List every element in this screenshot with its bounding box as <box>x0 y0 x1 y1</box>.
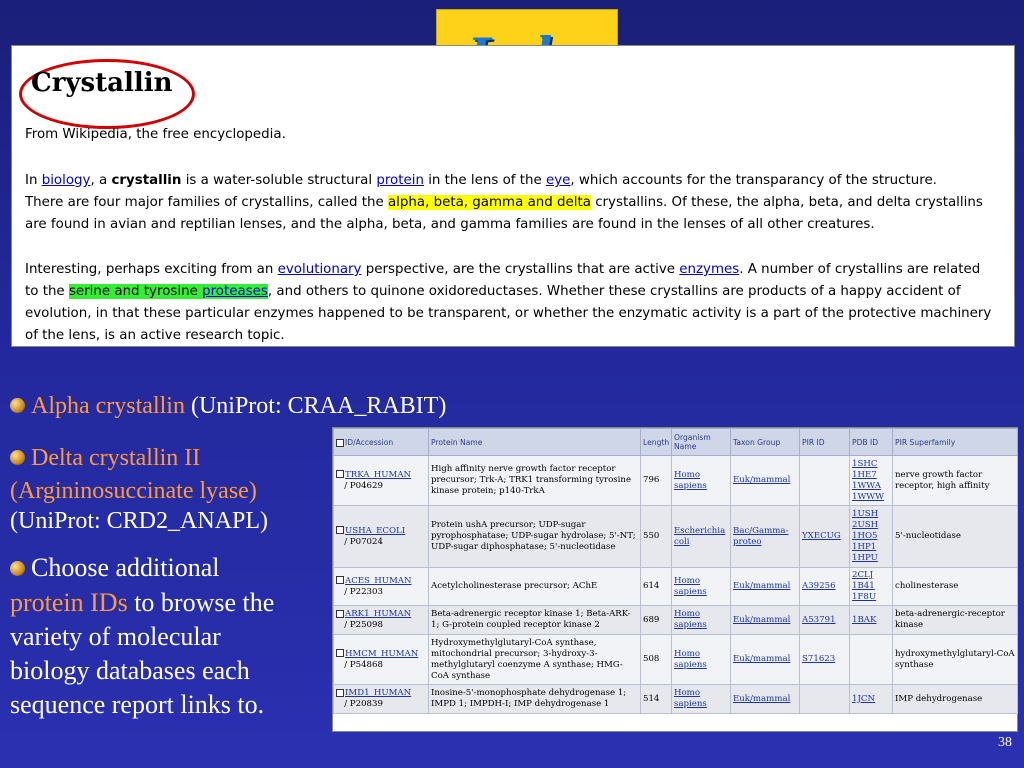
text: , and others to quinone oxidoreductases. Whether these crystallins are products of a happy accident of <box>267 284 961 299</box>
protein-name-cell: Hydroxymethylglutaryl-CoA synthase, mitochondrial precursor; 3-hydroxy-3-methylglutaryl coenzyme A synthase; HMG-CoA synthase <box>429 635 641 685</box>
pir-id-link[interactable]: YXECUG <box>802 531 841 541</box>
organism-link[interactable]: Escherichia coli <box>674 525 726 547</box>
pdb-link[interactable]: 1HPU <box>852 553 878 563</box>
length-cell: 689 <box>641 606 672 635</box>
pdb-id-cell <box>850 606 893 635</box>
pdb-link[interactable]: 1WWW <box>852 491 884 502</box>
highlight-families: alpha, beta, gamma and delta <box>387 195 591 210</box>
row-checkbox[interactable] <box>336 610 344 618</box>
protein-table-panel <box>332 427 1018 732</box>
slide-number: 38 <box>998 735 1012 750</box>
pdb-link[interactable]: 1B41 <box>852 581 875 591</box>
organism-link[interactable]: Homo sapiens <box>674 688 707 709</box>
pdb-link[interactable]: 1HO5 <box>852 531 878 541</box>
superfamily-cell: beta-adrenergic-receptor kinase <box>893 606 1018 635</box>
accession: / P22303 <box>344 586 383 597</box>
protein-name-cell: Inosine-5'-monophosphate dehydrogenase 1; IMPD 1; IMPDH-I; IMP dehydrogenase 1 <box>429 685 641 714</box>
id-cell <box>334 568 429 606</box>
superfamily-cell: nerve growth factor receptor, high affinity <box>893 456 1018 506</box>
header-id[interactable] <box>334 429 429 456</box>
text: to the <box>25 284 69 299</box>
header-pdb-id[interactable]: PDB ID <box>850 429 893 456</box>
delta-crystallin-name: Delta crystallin II <box>31 445 201 471</box>
organism-cell <box>672 685 731 714</box>
pdb-link[interactable]: 1F8U <box>852 592 877 602</box>
link-biology[interactable]: biology <box>41 173 91 188</box>
pdb-link[interactable]: 1HP1 <box>852 542 877 552</box>
select-all-checkbox[interactable] <box>336 439 344 447</box>
accession: / P04629 <box>344 480 383 491</box>
text: , which accounts for the transparancy of the structure. <box>570 173 937 188</box>
text: perspective, are the crystallins that are active <box>361 262 680 277</box>
organism-link[interactable]: Homo sapiens <box>674 575 707 597</box>
choose-ids-line-3: variety of molecular <box>10 622 221 651</box>
wikipedia-excerpt <box>11 45 1015 347</box>
link-eye[interactable]: eye <box>545 173 571 188</box>
paragraph-2-line-1 <box>25 260 980 280</box>
organism-cell <box>672 568 731 606</box>
text: serine and tyrosine <box>68 284 203 299</box>
row-checkbox[interactable] <box>336 470 344 478</box>
taxon-cell <box>731 635 800 685</box>
header-protein-name[interactable]: Protein Name <box>429 429 641 456</box>
table-row <box>334 568 1018 606</box>
pir-id-cell <box>800 685 850 714</box>
pir-id-link[interactable]: S71623 <box>802 654 836 664</box>
delta-crystallin-uniprot: (UniProt: CRD2_ANAPL) <box>10 508 269 534</box>
accession: / P20839 <box>344 699 383 709</box>
accession: / P54868 <box>344 659 383 670</box>
header-length[interactable]: Length <box>641 429 672 456</box>
link-protein[interactable]: protein <box>376 173 424 188</box>
term-crystallin: crystallin <box>111 173 182 188</box>
bullet-choose-ids <box>10 551 219 585</box>
organism-link[interactable]: Homo sapiens <box>674 609 707 630</box>
paragraph-2-line-3: evolution, in that these particular enzymes happened to be transparent, or whether the enzymatic activity is a part of the protective machinery <box>25 306 992 321</box>
pir-id-cell <box>800 506 850 568</box>
bullet-icon <box>10 450 25 465</box>
pdb-link[interactable]: 1HE7 <box>852 469 877 480</box>
protein-ids-term: protein IDs <box>10 588 128 617</box>
pdb-link[interactable]: 1JCN <box>852 693 876 704</box>
header-taxon[interactable]: Taxon Group <box>731 429 800 456</box>
row-checkbox[interactable] <box>336 526 344 534</box>
pir-id-cell <box>800 456 850 506</box>
row-checkbox[interactable] <box>336 689 344 697</box>
id-link[interactable]: HMCM_HUMAN <box>345 648 419 659</box>
link-enzymes[interactable]: enzymes <box>679 262 740 277</box>
taxon-link[interactable]: Euk/mammal <box>733 693 791 704</box>
pir-id-link[interactable]: A53791 <box>802 614 836 625</box>
length-cell: 796 <box>641 456 672 506</box>
accession: / P07024 <box>344 536 383 547</box>
delta-crystallin-alt-name: (Argininosuccinate lyase) <box>10 478 257 504</box>
bullet-icon <box>10 398 25 413</box>
pdb-id-cell <box>850 635 893 685</box>
pir-id-cell <box>800 635 850 685</box>
protein-name-cell: Acetylcholinesterase precursor; AChE <box>429 568 641 606</box>
pir-id-cell <box>800 568 850 606</box>
choose-ids-line-2 <box>10 586 274 620</box>
pir-id-link[interactable]: A39256 <box>802 581 836 591</box>
text: to browse the <box>127 588 275 617</box>
pdb-link[interactable]: 2CLJ <box>852 570 874 580</box>
table-row <box>334 635 1018 685</box>
accession: / P25098 <box>344 620 383 630</box>
superfamily-cell: cholinesterase <box>893 568 1018 606</box>
text: In <box>25 173 42 188</box>
id-cell <box>334 635 429 685</box>
paragraph-2-line-4: of the lens, is an active research topic. <box>25 328 285 343</box>
pdb-id-cell <box>850 568 893 606</box>
taxon-link[interactable]: Euk/mammal <box>733 654 791 664</box>
id-link[interactable]: USHA_ECOLI <box>345 525 406 536</box>
organism-cell <box>672 506 731 568</box>
organism-cell <box>672 635 731 685</box>
bullet-icon <box>10 561 25 576</box>
pdb-id-cell <box>850 506 893 568</box>
superfamily-cell: hydroxymethylglutaryl-CoA synthase <box>893 635 1018 685</box>
alpha-crystallin-name: Alpha crystallin <box>31 393 185 419</box>
id-link[interactable]: TRKA_HUMAN <box>345 469 412 480</box>
header-pir-superfamily[interactable]: PIR Superfamily <box>893 429 1018 456</box>
protein-name-cell: Beta-adrenergic receptor kinase 1; Beta-ARK-1; G-protein coupled receptor kinase 2 <box>429 606 641 635</box>
paragraph-1-line-3: are found in avian and reptilian lenses, and the alpha, beta, and gamma families are found in the lenses of all other creatures. <box>25 217 875 232</box>
taxon-cell <box>731 456 800 506</box>
pdb-id-cell <box>850 685 893 714</box>
pdb-link[interactable]: 1USH <box>852 509 879 519</box>
link-proteases[interactable]: proteases <box>202 284 268 299</box>
taxon-cell <box>731 568 800 606</box>
text: Interesting, perhaps exciting from an <box>25 262 278 277</box>
choose-ids-line-5: sequence report links to. <box>10 690 265 719</box>
paragraph-2-line-2 <box>25 282 961 302</box>
bullet-delta-crystallin <box>10 441 200 475</box>
taxon-cell <box>731 506 800 568</box>
organism-link[interactable]: Homo sapiens <box>674 469 707 491</box>
superfamily-cell: IMP dehydrogenase <box>893 685 1018 714</box>
pdb-link[interactable]: 2USH <box>852 520 879 530</box>
table-row <box>334 456 1018 506</box>
length-cell: 514 <box>641 685 672 714</box>
table-row <box>334 506 1018 568</box>
text: , a <box>90 173 112 188</box>
taxon-link[interactable]: Euk/mammal <box>733 614 791 625</box>
organism-cell <box>672 456 731 506</box>
article-heading: Crystallin <box>31 68 173 98</box>
protein-table <box>333 428 1018 714</box>
id-cell <box>334 606 429 635</box>
alpha-crystallin-uniprot: (UniProt: CRAA_RABIT) <box>184 393 447 419</box>
id-cell <box>334 685 429 714</box>
text: in the lens of the <box>423 173 546 188</box>
highlight-serine <box>69 284 268 299</box>
taxon-link[interactable]: Bac/Gamma-proteo <box>733 525 789 547</box>
text: is a water-soluble structural <box>181 173 377 188</box>
length-cell: 508 <box>641 635 672 685</box>
id-link[interactable]: ACES_HUMAN <box>345 575 412 586</box>
pdb-link[interactable]: 1BAK <box>852 614 877 625</box>
id-cell <box>334 456 429 506</box>
pdb-link[interactable]: 1WWA <box>852 480 881 491</box>
length-cell: 550 <box>641 506 672 568</box>
header-pir-id[interactable]: PIR ID <box>800 429 850 456</box>
id-link[interactable]: ARK1_HUMAN <box>345 609 412 619</box>
taxon-cell <box>731 685 800 714</box>
row-checkbox[interactable] <box>336 649 344 657</box>
row-checkbox[interactable] <box>336 576 344 584</box>
paragraph-1-line-2 <box>25 193 983 213</box>
id-cell <box>334 506 429 568</box>
protein-name-cell: High affinity nerve growth factor receptor precursor; Trk-A; TRK1 transforming tyrosine kinase protein; p140-TrkA <box>429 456 641 506</box>
choose-ids-line-4: biology databases each <box>10 656 250 685</box>
taxon-cell <box>731 606 800 635</box>
superfamily-cell: 5'-nucleotidase <box>893 506 1018 568</box>
text: There are four major families of crystallins, called the <box>25 195 388 210</box>
id-link[interactable]: IMD1_HUMAN <box>345 688 412 698</box>
link-evolutionary[interactable]: evolutionary <box>277 262 362 277</box>
text: Choose additional <box>31 553 220 582</box>
protein-name-cell: Protein ushA precursor; UDP-sugar pyrophosphatase; UDP-sugar hydrolase; 5'-NT; UDP-sugar diphosphatase; 5'-nucleotidase <box>429 506 641 568</box>
table-body <box>334 456 1018 714</box>
table-header-row <box>334 429 1018 456</box>
length-cell: 614 <box>641 568 672 606</box>
text: ID/Accession <box>345 437 394 447</box>
pdb-link[interactable]: 1SHC <box>852 458 878 469</box>
organism-link[interactable]: Homo sapiens <box>674 648 707 670</box>
header-organism[interactable]: Organism Name <box>672 429 731 456</box>
organism-cell <box>672 606 731 635</box>
text: crystallins. Of these, the alpha, beta, and delta crystallins <box>590 195 983 210</box>
table-row <box>334 606 1018 635</box>
text: . A number of crystallins are related <box>739 262 981 277</box>
pdb-id-cell <box>850 456 893 506</box>
paragraph-1-line-1 <box>25 171 937 191</box>
taxon-link[interactable]: Euk/mammal <box>733 581 791 591</box>
taxon-link[interactable]: Euk/mammal <box>733 475 791 485</box>
bullet-alpha-crystallin <box>10 389 446 423</box>
source-line: From Wikipedia, the free encyclopedia. <box>25 127 286 142</box>
pir-id-cell <box>800 606 850 635</box>
table-row <box>334 685 1018 714</box>
